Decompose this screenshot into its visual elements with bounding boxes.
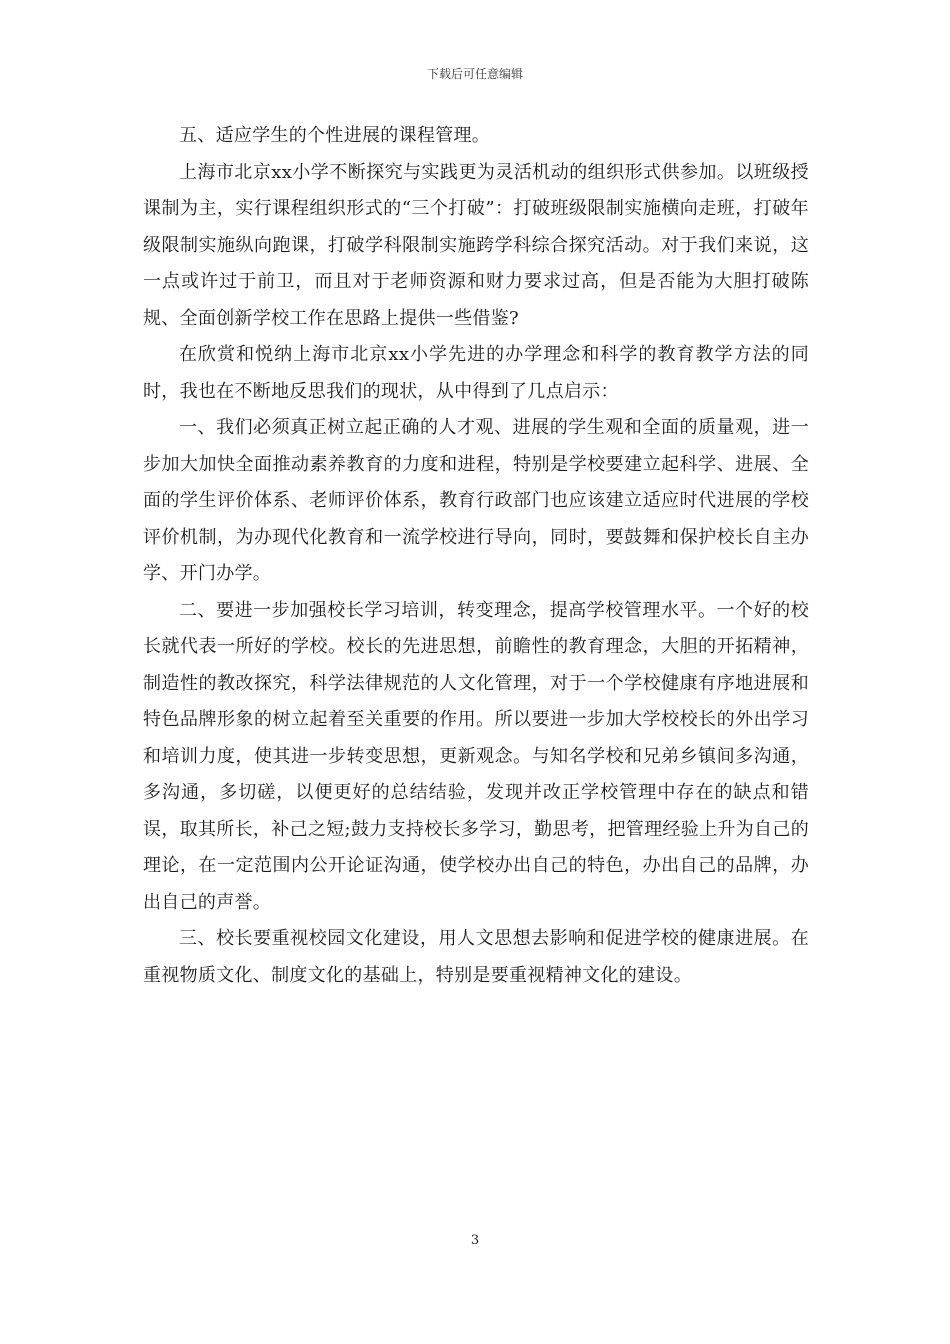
paragraph-insight-two: 二、要进一步加强校长学习培训，转变理念，提高学校管理水平。一个好的校长就代表一所好的学校。校长的先进思想，前瞻性的教育理念，大胆的开拓精神，制造性的教改探究，科学法律规范的人文化管理，对于一个学校健康有序地进展和特色品牌形象的树立起着至关重要的作用。所以要进一步加大学校校长的外出学习和培训力度，使其进一步转变思想，更新观念。与知名学校和兄弟乡镇间多沟通，多沟通，多切磋，以便更好的总结结验，发现并改正学校管理中存在的缺点和错误，取其所长，补己之短;鼓力支持校长多学习，勤思考，把管理经验上升为自己的理论，在一定范围内公开论证沟通，使学校办出自己的特色，办出自己的品牌，办出自己的声誉。 — [143, 599, 809, 913]
document-body — [143, 118, 809, 994]
page-header: 下载后可任意编辑 — [426, 67, 523, 81]
paragraph-insight-one: 一、我们必须真正树立起正确的人才观、进展的学生观和全面的质量观，进一步加大加快全面推动素养教育的力度和进程，特别是学校要建立起科学、进展、全面的学生评价体系、老师评价体系，教育行政部门也应该建立适应时代进展的学校评价机制，为办现代化教育和一流学校进行导向，同时，要鼓舞和保护校长自主办学、开门办学。 — [143, 417, 809, 584]
paragraph-section-five-title: 五、适应学生的个性进展的课程管理。 — [179, 125, 491, 146]
paragraph-reflection-intro: 在欣赏和悦纳上海市北京xx小学先进的办学理念和科学的教育教学方法的同时，我也在不断地反思我们的现状，从中得到了几点启示： — [143, 344, 809, 402]
paragraph-insight-three: 三、校长要重视校园文化建设，用人文思想去影响和促进学校的健康进展。在重视物质文化、制度文化的基础上，特别是要重视精神文化的建设。 — [143, 928, 809, 986]
paragraph-course-organization: 上海市北京xx小学不断探究与实践更为灵活机动的组织形式供参加。以班级授课制为主，实行课程组织形式的“三个打破”：打破班级限制实施横向走班，打破年级限制实施纵向跑课，打破学科限制实施跨学科综合探究活动。对于我们来说，这一点或许过于前卫，而且对于老师资源和财力要求过高，但是否能为大胆打破陈规、全面创新学校工作在思路上提供一些借鉴? — [143, 161, 809, 329]
page-number: 3 — [470, 1233, 480, 1248]
